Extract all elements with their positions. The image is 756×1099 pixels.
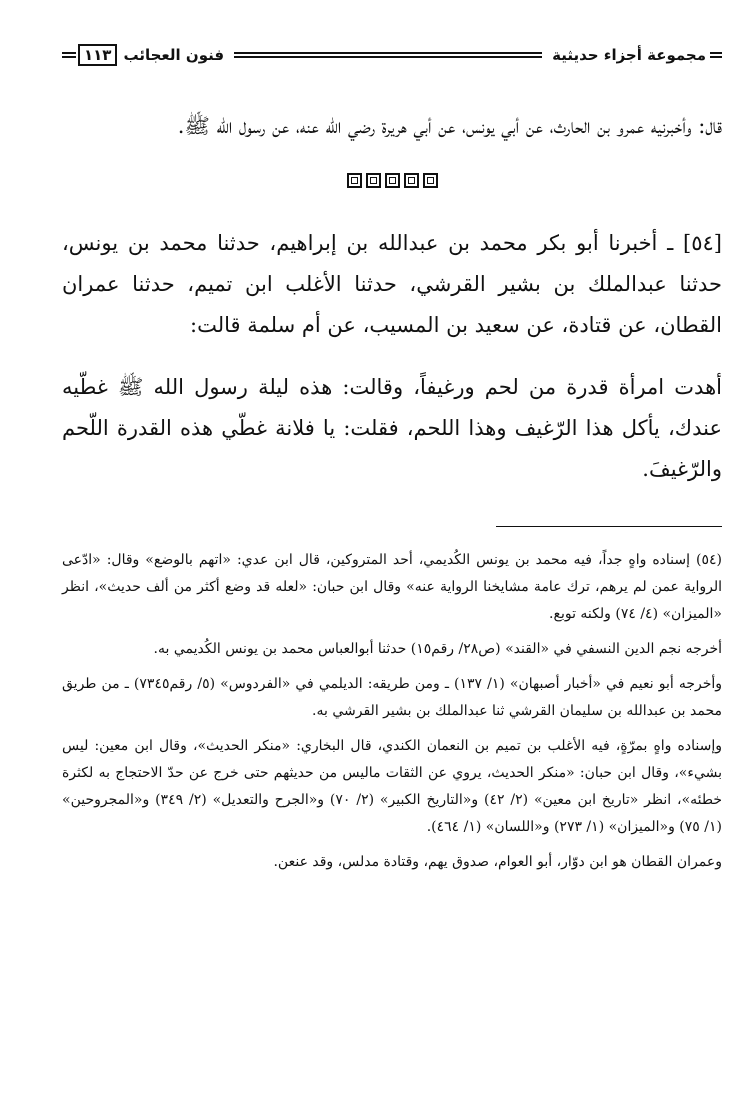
footnote-paragraph: وأخرجه أبو نعيم في «أخبار أصبهان» (١/ ١٣٧) ـ ومن طريقه: الديلمي في «الفردوس» (٥/ رقم٧٣٤٥) ـ من طريق محمد بن عبدالله بن سليمان القرشي ثنا عبدالملك بن بشير القرشي به. [62, 676, 723, 719]
divider-ornament-icon [366, 173, 381, 188]
header-rule-middle [234, 52, 542, 58]
header-book-title: مجموعة أجزاء حديثية [552, 46, 706, 64]
main-text [62, 106, 722, 490]
page-number: ١١٣ [78, 44, 117, 66]
header-part-title: فنون العجائب [123, 46, 225, 64]
footnotes [62, 547, 722, 876]
divider-ornament-icon [347, 173, 362, 188]
divider-ornament-icon [423, 173, 438, 188]
running-header [62, 40, 722, 70]
divider-ornament-icon [404, 173, 419, 188]
footnote-paragraph: وإسناده واهٍ بمرّةٍ، فيه الأغلب بن تميم بن النعمان الكندي، قال البخاري: «منكر الحديث»، وقال ابن معين: ليس بشيء»، وقال ابن حبان: «منكر الحديث، يروي عن الثقات ماليس من حديثهم حتى خرج عن حدّ الاحتجاج به لكثرة خطئه»، انظر «تاريخ ابن معين» (٢/ ٤٢) و«التاريخ الكبير» (٢/ ٧٠) و«الجرح والتعديل» (٢/ ٣٤٩) و«المجروحين» (١/ ٧٥) و«الميزان» (١/ ٢٧٣) و«اللسان» (١/ ٤٦٤). [62, 738, 723, 835]
footnote-paragraph: أخرجه نجم الدين النسفي في «القند» (ص٢٨/ رقم١٥) حدثنا أبوالعباس محمد بن يونس الكُديمي به. [153, 641, 722, 657]
footnote-separator [496, 526, 722, 527]
header-rule-left [62, 52, 76, 58]
book-page [62, 40, 722, 884]
footnote-paragraph: (٥٤) إسناده واهٍ جداً، فيه محمد بن يونس الكُديمي، أحد المتروكين، قال ابن عدي: «اتهم بالوضع» وقال: «ادّعى الرواية عمن لم يرهم، ترك عامة مشايخنا الرواية عنه» وقال ابن حبان: «لعله قد وضع أكثر من ألف حديث»، انظر «الميزان» (٤/ ٧٤) ولكنه توبع. [62, 552, 722, 622]
hadith-isnad-paragraph: [٥٤] ـ أخبرنا أبو بكر محمد بن عبدالله بن إبراهيم، حدثنا محمد بن يونس، حدثنا عبدالملك بن بشير القرشي، حدثنا الأغلب ابن تميم، حدثنا عمران القطان، عن قتادة، عن سعيد بن المسيب، عن أم سلمة قالت: [62, 231, 722, 337]
footnote-paragraph: وعمران القطان هو ابن دوّار، أبو العوام، صدوق يهم، وقتادة مدلس، وقد عنعن. [273, 854, 722, 870]
divider-ornament-icon [385, 173, 400, 188]
hadith-paragraph-1: قال: وأخبرنيه عمرو بن الحارث، عن أبي يونس، عن أبي هريرة رضي الله عنه، عن رسول الله ﷺ. [177, 114, 722, 138]
header-rule-right [710, 52, 722, 58]
hadith-matn-paragraph: أهدت امرأة قدرة من لحم ورغيفاً، وقالت: هذه ليلة رسول الله ﷺ غطّيه عندك، يأكل هذا الرّغيف وهذا اللحم، فقلت: يا فلانة غطّي هذه القدرة اللّحم والرّغيفَ. [62, 375, 722, 481]
section-divider [62, 168, 722, 209]
